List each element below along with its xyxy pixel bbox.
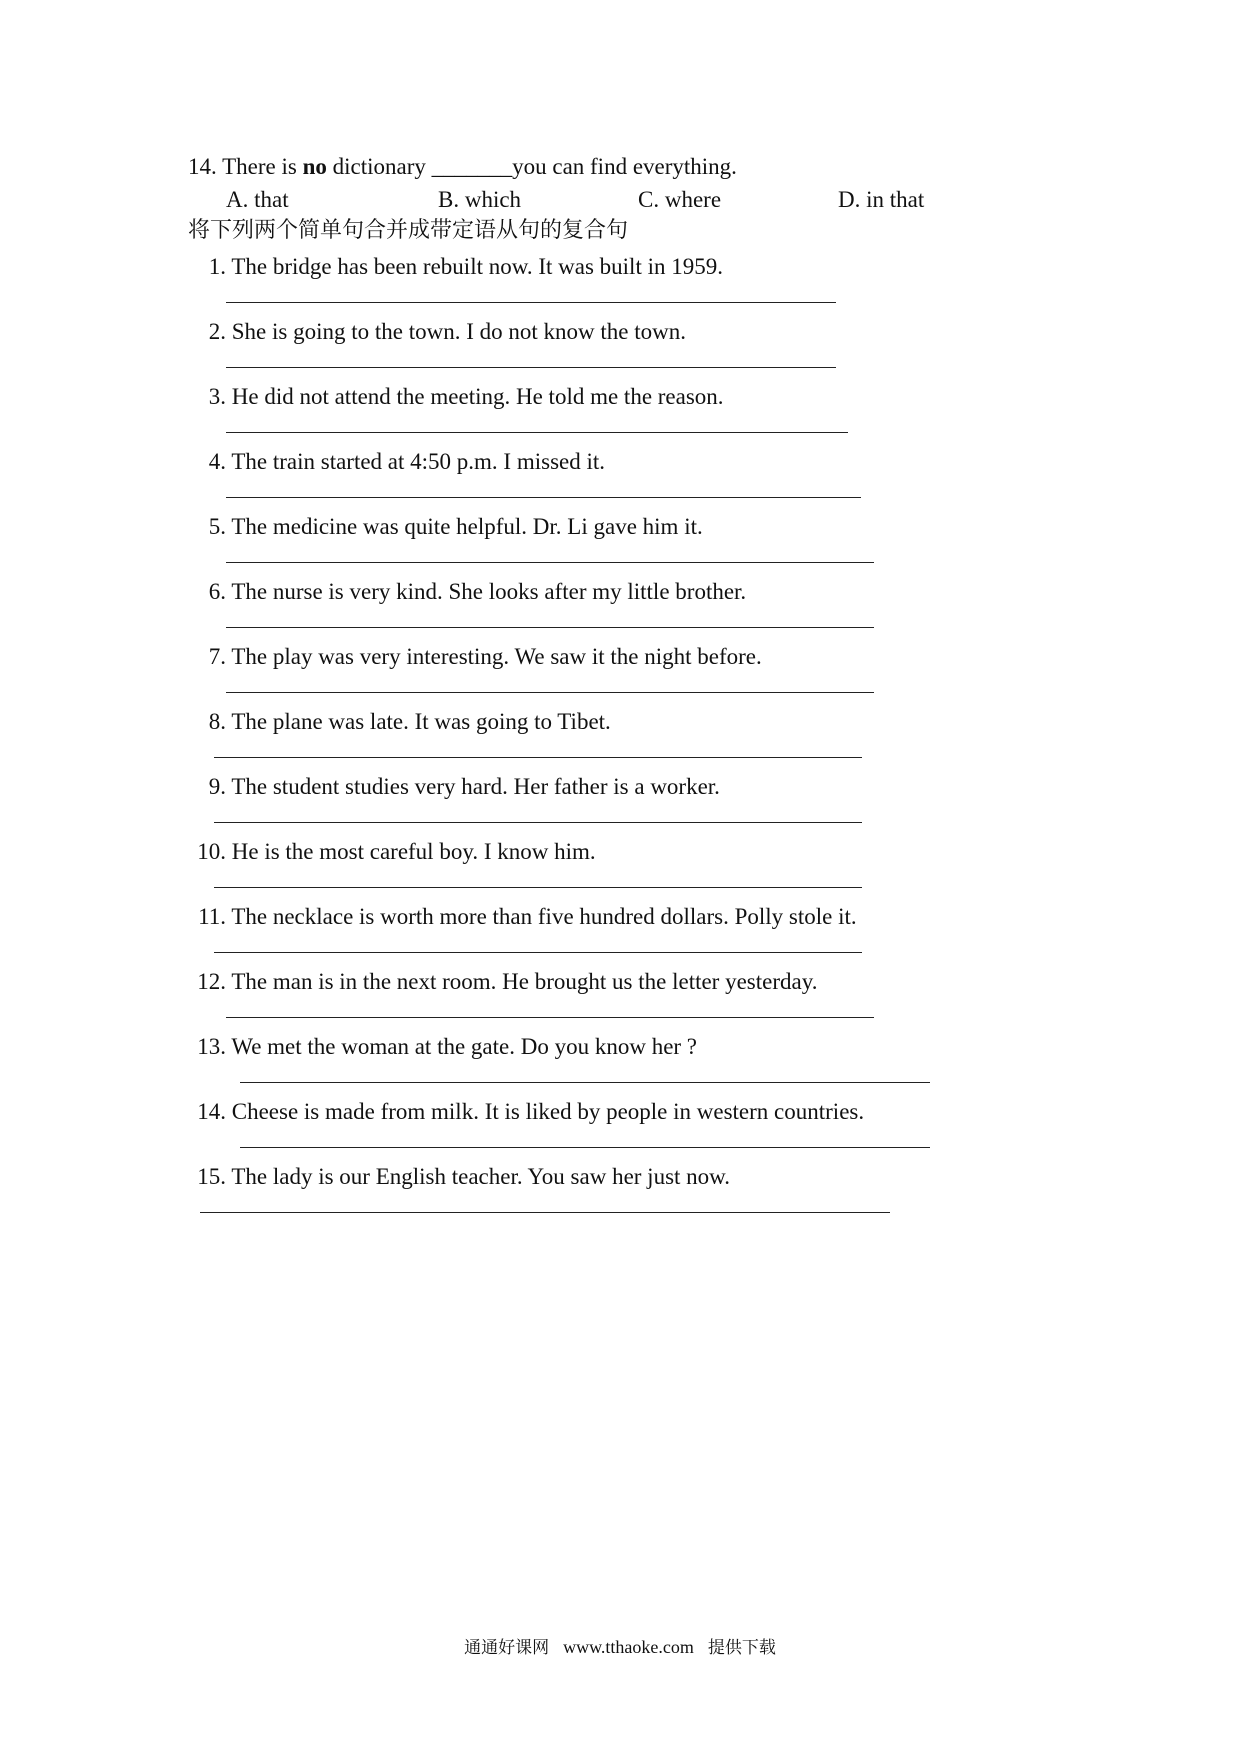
exercise-item	[188, 705, 1048, 770]
exercise-sentence	[188, 835, 596, 869]
answer-line[interactable]	[240, 1082, 930, 1083]
exercise-item	[188, 900, 1048, 965]
exercise-item	[188, 835, 1048, 900]
exercise-number: 6.	[208, 579, 226, 604]
exercise-item	[188, 380, 1048, 445]
question-number: 14.	[188, 154, 217, 179]
page-footer	[0, 1635, 1240, 1660]
exercise-text: We met the woman at the gate. Do you know her ?	[231, 1034, 698, 1059]
answer-line[interactable]	[226, 432, 848, 433]
exercise-text: Cheese is made from milk. It is liked by people in western countries.	[231, 1099, 865, 1124]
exercise-sentence	[188, 1030, 697, 1064]
answer-line[interactable]	[214, 952, 862, 953]
answer-line[interactable]	[226, 497, 861, 498]
exercise-sentence	[188, 1095, 864, 1129]
exercise-item	[188, 640, 1048, 705]
exercise-item	[188, 575, 1048, 640]
exercise-text: She is going to the town. I do not know the town.	[231, 319, 686, 344]
option-b: B. which	[438, 187, 522, 212]
answer-line[interactable]	[226, 302, 836, 303]
answer-line[interactable]	[226, 1017, 874, 1018]
exercise-sentence	[188, 445, 605, 479]
exercise-text: The plane was late. It was going to Tibet.	[231, 709, 611, 734]
exercise-number: 5.	[208, 514, 226, 539]
exercise-text: The necklace is worth more than five hundred dollars. Polly stole it.	[231, 904, 857, 929]
exercise-sentence	[188, 705, 611, 739]
exercise-text: The play was very interesting. We saw it the night before.	[231, 644, 762, 669]
exercise-sentence	[188, 250, 723, 284]
footer-suffix: 提供下载	[707, 1638, 776, 1658]
answer-line[interactable]	[214, 757, 862, 758]
answer-line[interactable]	[214, 887, 862, 888]
exercise-text: The medicine was quite helpful. Dr. Li gave him it.	[231, 514, 703, 539]
section-instruction: 将下列两个简单句合并成带定语从句的复合句	[188, 218, 629, 243]
answer-line[interactable]	[214, 822, 862, 823]
stem-bold: no	[302, 154, 327, 179]
exercise-list	[188, 250, 1048, 1225]
exercise-number: 13.	[197, 1034, 226, 1059]
exercise-sentence	[188, 965, 817, 999]
exercise-sentence	[188, 315, 686, 349]
option-d: D. in that	[838, 187, 925, 212]
answer-line[interactable]	[226, 692, 874, 693]
exercise-text: The lady is our English teacher. You saw her just now.	[231, 1164, 731, 1189]
exercise-item	[188, 1030, 1048, 1095]
footer-url[interactable]: www.tthaoke.com	[563, 1637, 694, 1657]
answer-line[interactable]	[226, 367, 836, 368]
exercise-item	[188, 1160, 1048, 1225]
exercise-text: He did not attend the meeting. He told me the reason.	[231, 384, 724, 409]
multiple-choice-question	[188, 150, 1008, 216]
exercise-sentence	[188, 900, 857, 934]
exercise-sentence	[188, 575, 746, 609]
option-a: A. that	[226, 187, 289, 212]
exercise-text: He is the most careful boy. I know him.	[231, 839, 596, 864]
exercise-sentence	[188, 1160, 730, 1194]
exercise-number: 1.	[208, 254, 226, 279]
exercise-item	[188, 965, 1048, 1030]
option-c: C. where	[638, 187, 722, 212]
stem-after: dictionary _______you can find everything.	[326, 154, 737, 179]
exercise-number: 7.	[208, 644, 226, 669]
exercise-number: 11.	[198, 904, 226, 929]
exercise-number: 10.	[197, 839, 226, 864]
exercise-number: 8.	[208, 709, 226, 734]
exercise-number: 9.	[208, 774, 226, 799]
answer-line[interactable]	[200, 1212, 890, 1213]
exercise-number: 3.	[208, 384, 226, 409]
answer-options	[188, 184, 1008, 216]
exercise-text: The bridge has been rebuilt now. It was built in 1959.	[231, 254, 723, 279]
exercise-number: 4.	[208, 449, 226, 474]
exercise-sentence	[188, 510, 703, 544]
exercise-item	[188, 1095, 1048, 1160]
exercise-sentence	[188, 770, 720, 804]
exercise-number: 14.	[197, 1099, 226, 1124]
exercise-text: The nurse is very kind. She looks after my little brother.	[231, 579, 747, 604]
exercise-item	[188, 315, 1048, 380]
exercise-text: The man is in the next room. He brought us the letter yesterday.	[231, 969, 818, 994]
answer-line[interactable]	[240, 1147, 930, 1148]
exercise-text: The train started at 4:50 p.m. I missed it.	[231, 449, 606, 474]
exercise-item	[188, 770, 1048, 835]
question-stem	[188, 150, 1008, 184]
answer-line[interactable]	[226, 627, 874, 628]
exercise-item	[188, 445, 1048, 510]
exercise-sentence	[188, 380, 724, 414]
exercise-item	[188, 250, 1048, 315]
stem-before: There is	[222, 154, 303, 179]
exercise-number: 2.	[208, 319, 226, 344]
footer-site-name: 通通好课网	[464, 1638, 550, 1658]
exercise-sentence	[188, 640, 762, 674]
exercise-number: 15.	[197, 1164, 226, 1189]
answer-line[interactable]	[226, 562, 874, 563]
exercise-text: The student studies very hard. Her father is a worker.	[231, 774, 720, 799]
exercise-item	[188, 510, 1048, 575]
exercise-number: 12.	[197, 969, 226, 994]
